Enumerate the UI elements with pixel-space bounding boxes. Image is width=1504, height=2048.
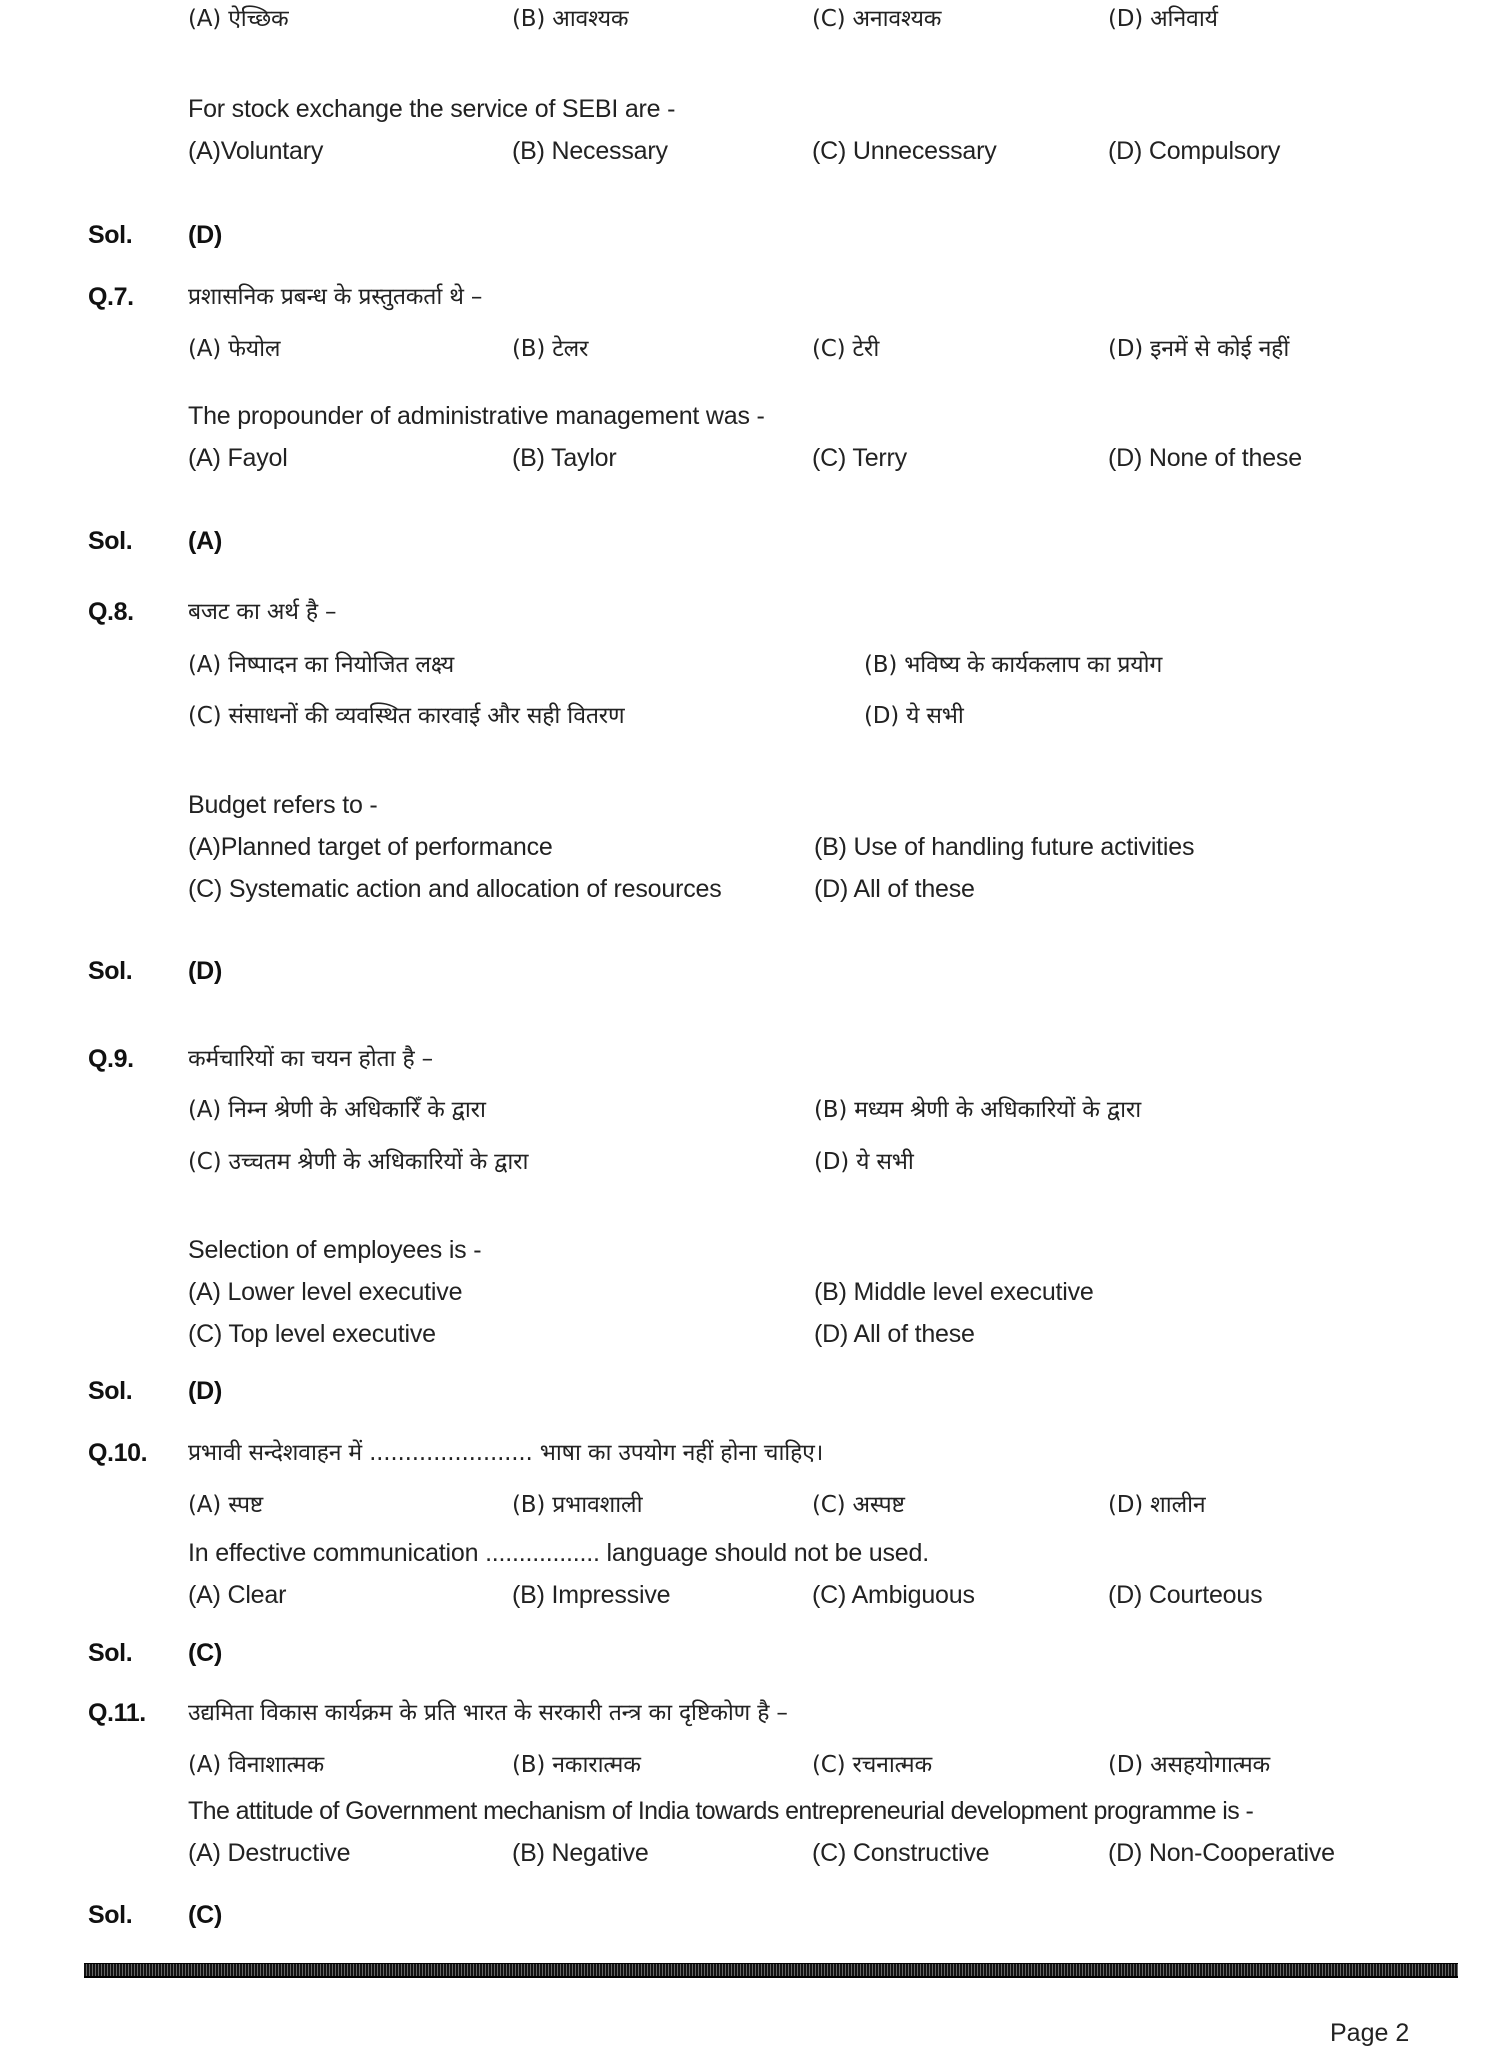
q7-english-option-b: (B) Taylor <box>512 444 617 472</box>
q10-english-option-a: (A) Clear <box>188 1581 287 1609</box>
q6-english-option-a: (A)Voluntary <box>188 137 324 165</box>
q9-answer: (D) <box>188 1377 223 1405</box>
q6-answer: (D) <box>188 221 223 249</box>
q9-hindi-option-d: (D) ये सभी <box>814 1149 914 1175</box>
q10-answer: (C) <box>188 1639 223 1667</box>
q8-hindi-question: बजट का अर्थ है – <box>188 599 337 625</box>
q8-hindi-option-a: (A) निष्पादन का नियोजित लक्ष्य <box>188 652 454 678</box>
q9-number: Q.9. <box>88 1045 134 1073</box>
q7-hindi-option-b: (B) टेलर <box>512 336 589 362</box>
q7-answer: (A) <box>188 527 223 555</box>
q10-english-option-d: (D) Courteous <box>1108 1581 1263 1609</box>
q8-english-option-d: (D) All of these <box>814 875 975 903</box>
q7-english-option-a: (A) Fayol <box>188 444 288 472</box>
q11-english-option-c: (C) Constructive <box>812 1839 990 1867</box>
q11-english-option-a: (A) Destructive <box>188 1839 351 1867</box>
q10-english-question: In effective communication ................. language should not be used. <box>188 1539 929 1567</box>
q6-english-option-c: (C) Unnecessary <box>812 137 997 165</box>
q9-sol-label: Sol. <box>88 1377 133 1405</box>
q7-number: Q.7. <box>88 283 134 311</box>
q8-english-option-c: (C) Systematic action and allocation of resources <box>188 875 722 903</box>
q6-hindi-option-a: (A) ऐच्छिक <box>188 6 289 32</box>
q11-hindi-option-c: (C) रचनात्मक <box>812 1752 932 1778</box>
q11-hindi-option-d: (D) असहयोगात्मक <box>1108 1752 1270 1778</box>
q6-english-option-b: (B) Necessary <box>512 137 668 165</box>
q9-english-option-d: (D) All of these <box>814 1320 975 1348</box>
q11-hindi-option-a: (A) विनाशात्मक <box>188 1752 324 1778</box>
q9-hindi-option-a: (A) निम्न श्रेणी के अधिकारिँ के द्वारा <box>188 1097 486 1123</box>
q7-english-option-d: (D) None of these <box>1108 444 1302 472</box>
q8-hindi-option-b: (B) भविष्य के कार्यकलाप का प्रयोग <box>864 652 1163 678</box>
q7-hindi-question: प्रशासनिक प्रबन्ध के प्रस्तुतकर्ता थे – <box>188 284 483 310</box>
q10-hindi-option-c: (C) अस्पष्ट <box>812 1492 905 1518</box>
q7-hindi-option-a: (A) फेयोल <box>188 336 281 362</box>
q11-english-option-b: (B) Negative <box>512 1839 649 1867</box>
q6-hindi-option-c: (C) अनावश्यक <box>812 6 942 32</box>
q11-answer: (C) <box>188 1901 223 1929</box>
q7-sol-label: Sol. <box>88 527 133 555</box>
q8-english-option-b: (B) Use of handling future activities <box>814 833 1195 861</box>
q9-english-option-b: (B) Middle level executive <box>814 1278 1094 1306</box>
q6-english-question: For stock exchange the service of SEBI are - <box>188 95 676 123</box>
q10-english-option-c: (C) Ambiguous <box>812 1581 975 1609</box>
q8-hindi-option-c: (C) संसाधनों की व्यवस्थित कारवाई और सही वितरण <box>188 703 625 729</box>
q10-hindi-question: प्रभावी सन्देशवाहन में ....................... भाषा का उपयोग नहीं होना चाहिए। <box>188 1440 824 1466</box>
q9-english-option-a: (A) Lower level executive <box>188 1278 463 1306</box>
q8-number: Q.8. <box>88 598 134 626</box>
q6-sol-label: Sol. <box>88 221 133 249</box>
q10-number: Q.10. <box>88 1439 148 1467</box>
q9-hindi-question: कर्मचारियों का चयन होता है – <box>188 1046 433 1072</box>
q8-hindi-option-d: (D) ये सभी <box>864 703 964 729</box>
q10-english-option-b: (B) Impressive <box>512 1581 671 1609</box>
q10-sol-label: Sol. <box>88 1639 133 1667</box>
page-number: Page 2 <box>1330 2019 1410 2047</box>
q7-english-option-c: (C) Terry <box>812 444 907 472</box>
q7-hindi-option-d: (D) इनमें से कोई नहीं <box>1108 336 1290 362</box>
q8-english-option-a: (A)Planned target of performance <box>188 833 553 861</box>
q10-hindi-option-b: (B) प्रभावशाली <box>512 1492 643 1518</box>
q8-english-question: Budget refers to - <box>188 791 378 819</box>
q9-hindi-option-c: (C) उच्चतम श्रेणी के अधिकारियों के द्वारा <box>188 1149 529 1175</box>
q10-hindi-option-a: (A) स्पष्ट <box>188 1492 264 1518</box>
q6-english-option-d: (D) Compulsory <box>1108 137 1281 165</box>
q7-english-question: The propounder of administrative management was - <box>188 402 765 430</box>
q7-hindi-option-c: (C) टेरी <box>812 336 880 362</box>
q11-number: Q.11. <box>88 1699 146 1727</box>
footer-divider <box>84 1963 1458 1978</box>
q9-english-option-c: (C) Top level executive <box>188 1320 436 1348</box>
q11-hindi-question: उद्यमिता विकास कार्यक्रम के प्रति भारत के सरकारी तन्त्र का दृष्टिकोण है – <box>188 1700 788 1726</box>
q6-hindi-option-d: (D) अनिवार्य <box>1108 6 1218 32</box>
q11-english-question: The attitude of Government mechanism of India towards entrepreneurial development programme is - <box>188 1797 1254 1825</box>
q11-sol-label: Sol. <box>88 1901 133 1929</box>
q8-sol-label: Sol. <box>88 957 133 985</box>
q8-answer: (D) <box>188 957 223 985</box>
q6-hindi-option-b: (B) आवश्यक <box>512 6 629 32</box>
q9-hindi-option-b: (B) मध्यम श्रेणी के अधिकारियों के द्वारा <box>814 1097 1141 1123</box>
q10-hindi-option-d: (D) शालीन <box>1108 1492 1206 1518</box>
q11-english-option-d: (D) Non-Cooperative <box>1108 1839 1335 1867</box>
q11-hindi-option-b: (B) नकारात्मक <box>512 1752 641 1778</box>
q9-english-question: Selection of employees is - <box>188 1236 482 1264</box>
